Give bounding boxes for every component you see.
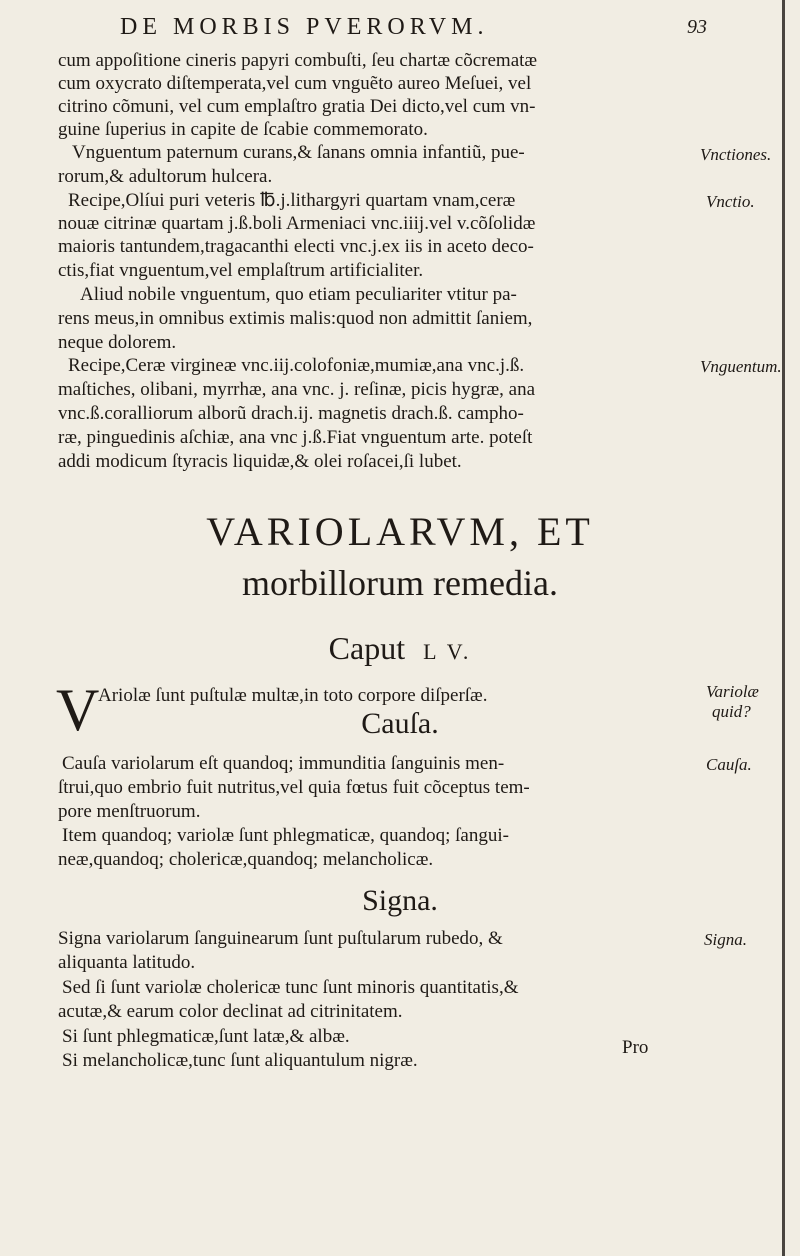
text-line: Cauſa variolarum eſt quandoq; immunditia ſanguinis men-: [62, 753, 505, 774]
chapter-label: Caput: [328, 630, 406, 666]
running-header: [0, 10, 800, 44]
margin-note: Variolæ: [706, 682, 759, 701]
section-subtitle: morbillorum remedia.: [242, 563, 558, 603]
text-line: Recipe,Ceræ virgineæ vnc.iij.colofoniæ,mumiæ,ana vnc.j.ß.: [68, 355, 525, 376]
text-line: Item quandoq; variolæ ſunt phlegmaticæ, quandoq; ſangui-: [62, 825, 509, 846]
text-line: rorum,& adultorum hulcera.: [58, 166, 273, 187]
text-line: cum appoſitione cineris papyri combuſti, ſeu chartæ cõcrematæ: [58, 50, 538, 71]
text-line: Signa variolarum ſanguinearum ſunt puſtularum rubedo, &: [58, 928, 503, 949]
text-line: nouæ citrinæ quartam j.ß.boli Armeniaci vnc.iiij.vel v.cõſolidæ: [58, 213, 536, 234]
text-line: Si ſunt phlegmaticæ,ſunt latæ,& albæ.: [62, 1026, 350, 1047]
text-line: maioris tantundem,tragacanthi electi vnc.j.ex iis in aceto deco-: [58, 236, 534, 257]
text-line: guine ſuperius in capite de ſcabie commemorato.: [58, 119, 428, 140]
text-line: acutæ,& earum color declinat ad citrinitatem.: [58, 1001, 403, 1022]
text-line: Sed ſi ſunt variolæ cholericæ tunc ſunt minoris quantitatis,&: [62, 977, 519, 998]
causa-heading: Cauſa.: [361, 707, 439, 740]
text-line: ſtrui,quo embrio fuit nutritus,vel quia fœtus fuit cõceptus tem-: [58, 777, 530, 798]
drop-cap: V: [56, 677, 100, 743]
text-line: ræ, pinguedinis aſchiæ, ana vnc j.ß.Fiat vnguentum arte. poteſt: [58, 427, 533, 448]
page-edge-line: [782, 0, 785, 1256]
margin-note: Cauſa.: [706, 755, 752, 774]
text-line: ctis,fiat vnguentum,vel emplaſtrum artificialiter.: [58, 260, 424, 281]
margin-note: Signa.: [704, 930, 747, 949]
catchword: Pro: [622, 1037, 649, 1058]
text-line: Ariolæ ſunt puſtulæ multæ,in toto corpore diſperſæ.: [98, 685, 488, 706]
margin-note: Vnctio.: [706, 192, 755, 211]
text-line: Si melancholicæ,tunc ſunt aliquantulum nigræ.: [62, 1050, 418, 1071]
text-line: neæ,quandoq; cholericæ,quandoq; melancholicæ.: [58, 849, 434, 870]
text-line: Aliud nobile vnguentum, quo etiam peculiariter vtitur pa-: [80, 284, 517, 305]
text-line: Vnguentum paternum curans,& ſanans omnia infantiũ, pue-: [72, 142, 525, 163]
text-line: rens meus,in omnibus extimis malis:quod non admittit ſaniem,: [58, 308, 533, 329]
text-line: maſtiches, olibani, myrrhæ, ana vnc. j. reſinæ, picis hygræ, ana: [58, 379, 536, 400]
signa-heading: Signa.: [362, 884, 438, 917]
text-line: vnc.ß.coralliorum alborũ drach.ij. magnetis drach.ß. campho-: [58, 403, 524, 424]
margin-note: quid?: [712, 702, 751, 721]
margin-note: Vnctiones.: [700, 145, 772, 164]
text-line: neque dolorem.: [58, 332, 177, 353]
text-line: addi modicum ſtyracis liquidæ,& olei roſacei,ſi lubet.: [58, 451, 462, 472]
chapter-heading: [0, 630, 800, 667]
text-line: Recipe,Olíui puri veteris ℔.j.lithargyri quartam vnam,ceræ: [68, 190, 516, 211]
chapter-number: L V.: [423, 639, 472, 664]
running-title: DE MORBIS PVERORVM.: [120, 14, 489, 40]
text-line: cum oxycrato diſtemperata,vel cum vnguẽto aureo Meſuei, vel: [58, 73, 532, 94]
text-line: citrino cõmuni, vel cum emplaſtro gratia Dei dicto,vel cum vn-: [58, 96, 536, 117]
page-number: 93: [687, 16, 707, 38]
text-line: pore menſtruorum.: [58, 801, 201, 822]
text-line: aliquanta latitudo.: [58, 952, 196, 973]
margin-note: Vnguentum.: [700, 357, 782, 376]
section-title: VARIOLARVM, ET: [206, 509, 594, 554]
